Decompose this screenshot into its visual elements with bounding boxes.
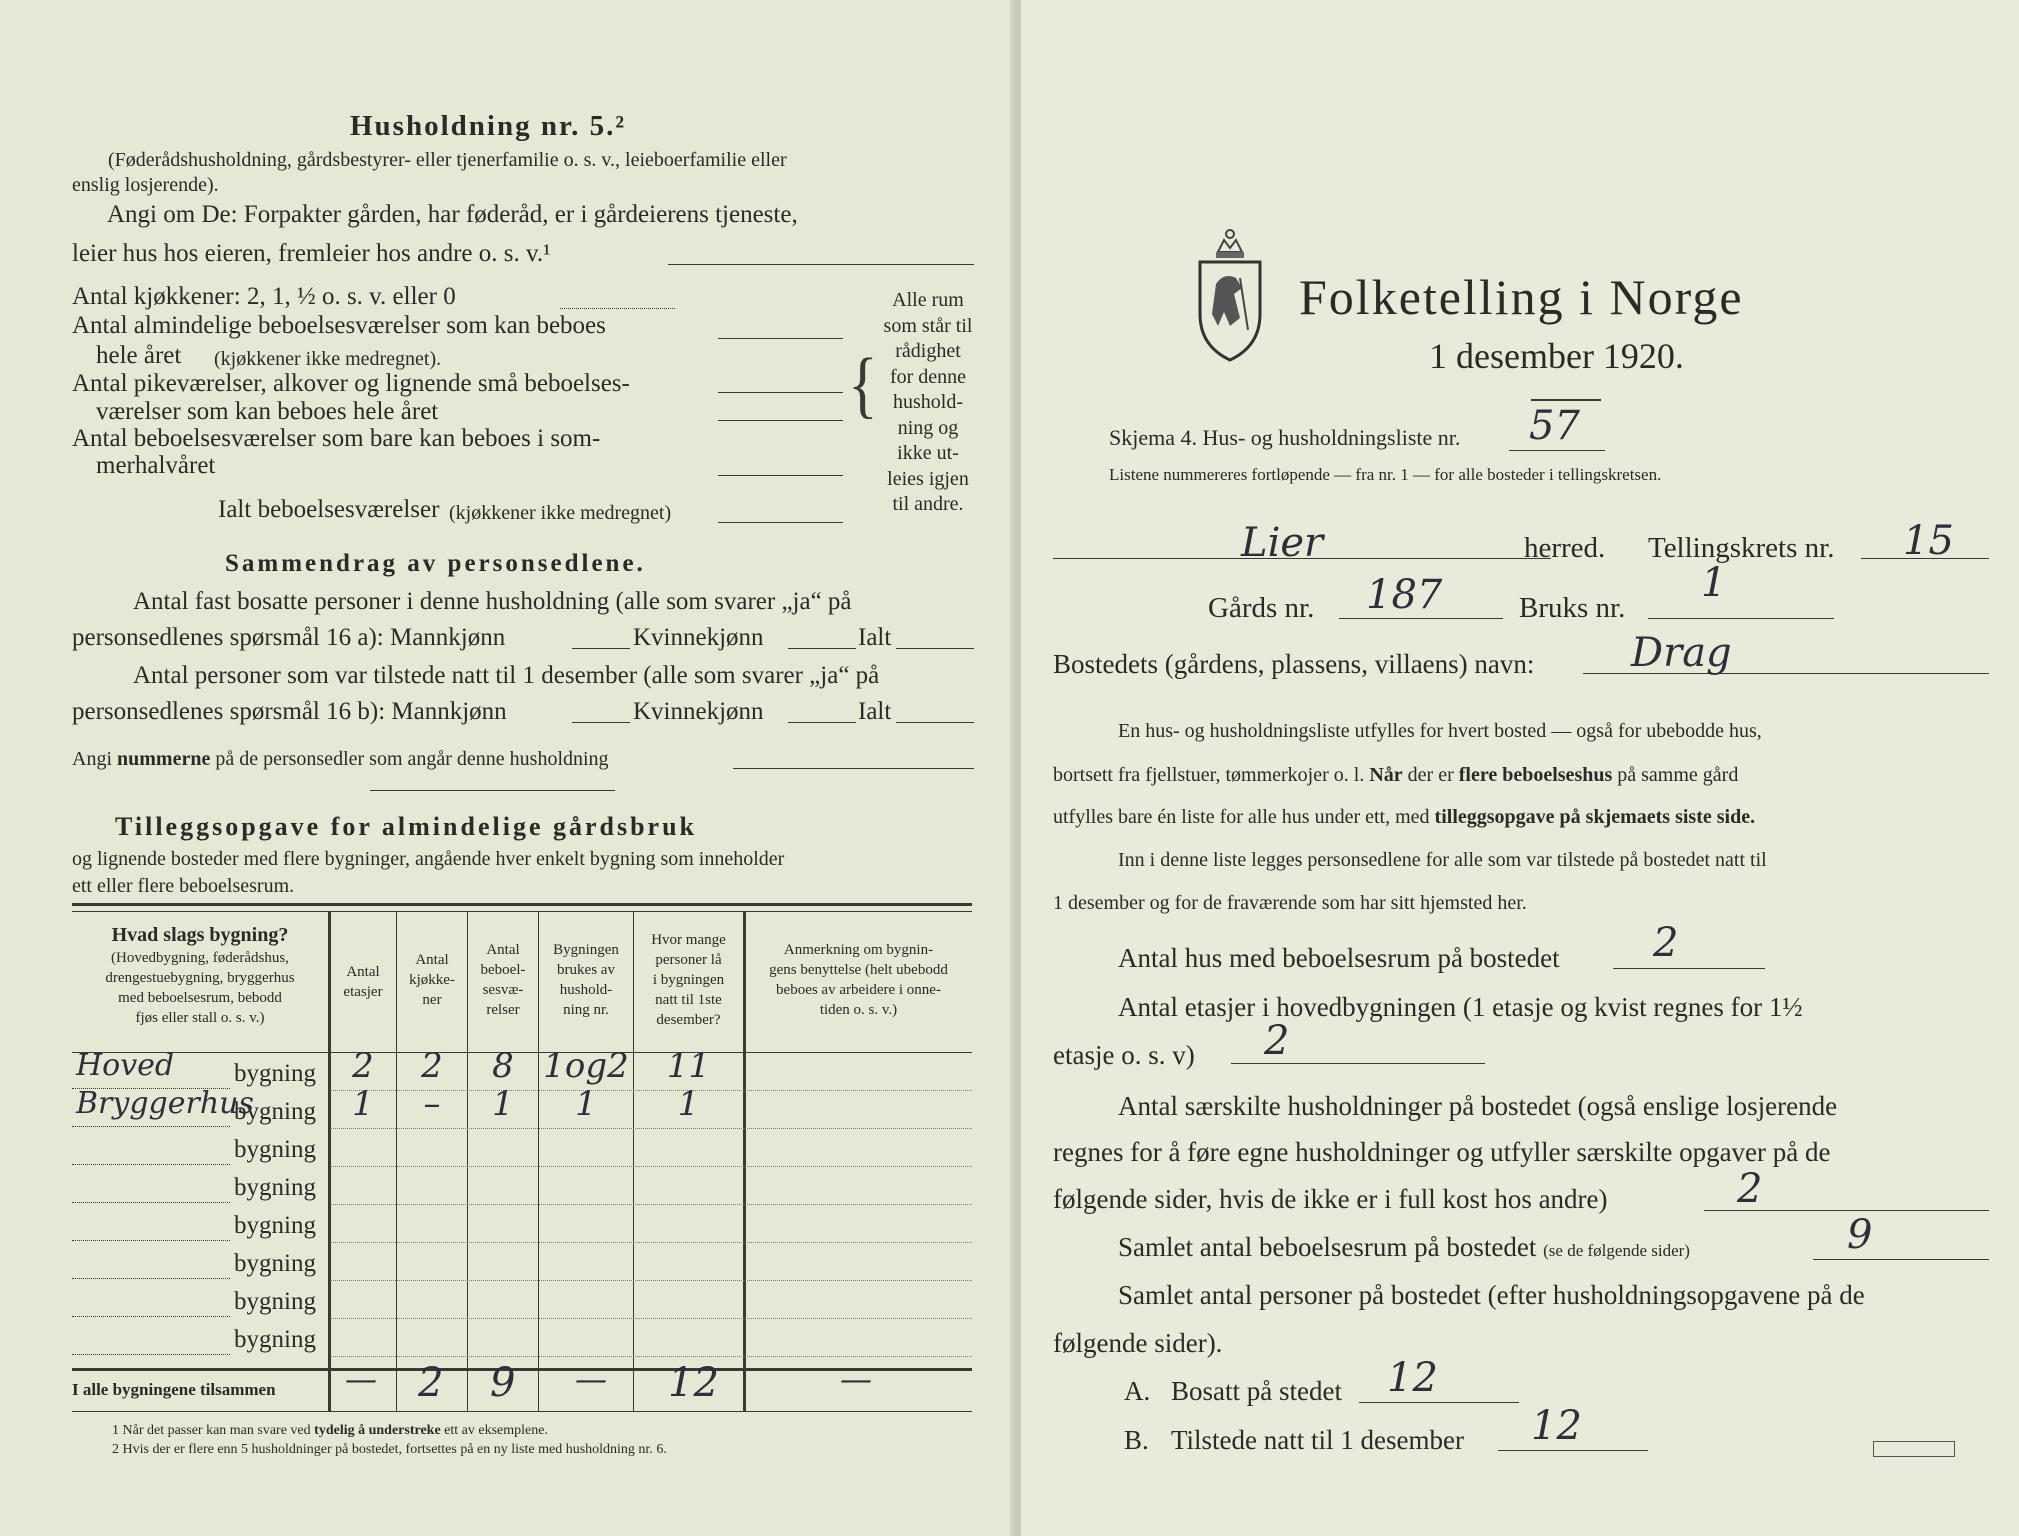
side-note [880,288,976,518]
row-label: bygning [234,1212,316,1239]
footnote-2-text: Hvis der er flere enn 5 husholdninger på bostedet, fortsettes på en ny liste med husholdning nr. 6. [122,1442,667,1457]
info-2c: der er [1402,764,1459,786]
info-3b: tilleggsopgave på skjemaets siste side. [1434,806,1756,828]
row-label: bygning [234,1250,316,1277]
rooms2-label: Antal pikeværelser, alkover og lignende små beboelses- [72,370,630,397]
rooms3-label: Antal beboelsesværelser som bare kan beboes i som- [72,425,601,452]
rooms-note: (se de følgende sider) [1543,1241,1690,1260]
district-number: 15 [1903,518,1954,564]
schema-number: 57 [1529,403,1580,449]
header-line: ning nr. [563,1002,609,1018]
households-label-2: regnes for å føre egne husholdninger og utfyller særskilte opgaver på de [1053,1137,1831,1167]
side-note-line: ning og [897,416,959,439]
present-value: 12 [1531,1403,1582,1449]
households-value: 2 [1737,1166,1763,1212]
rooms1b-label: hele året [96,342,182,369]
info-2e: på samme gård [1612,764,1739,786]
resident-label: Bosatt på stedet [1171,1376,1342,1406]
supplement-line-2: ett eller flere beboelsesrum. [72,875,295,897]
info-line-5: 1 desember og for de fraværende som har sitt hjemsted her. [1053,892,1527,914]
footnote-1-end: ett av eksemplene. [440,1423,548,1438]
houses-label: Antal hus med beboelsesrum på bostedet [1118,943,1560,973]
brace: { [848,344,878,426]
kitchens-label: Antal kjøkkener: 2, 1, ½ o. s. v. eller 0 [72,283,456,310]
cell-kjokken: – [423,1084,441,1124]
info-line-4: Inn i denne liste legges personsedlene for alle som var tilstede på bostedet natt til [1118,849,1767,871]
household-intro-2: enslig losjerende). [72,174,219,196]
side-note-line: for denne [889,365,967,388]
total-rooms: 9 [490,1360,516,1406]
use-nr-value: 1 [1701,560,1727,606]
row-label: bygning [234,1136,316,1163]
total-row-label: I alle bygningene tilsammen [72,1380,276,1399]
farm-nr-value: 187 [1366,572,1443,618]
footnote-1-bold: tydelig å understreke [314,1423,441,1438]
side-note-line: Alle rum [892,289,964,311]
header-line: kjøkke- [409,972,455,988]
rooms-total-note: (kjøkkener ikke medregnet) [449,502,672,524]
cell-hush: 1 [575,1084,597,1124]
info-3a: utfylles bare én liste for alle hus under ett, med [1053,806,1435,828]
header-line: fjøs eller stall o. s. v.) [135,1010,265,1026]
total-household: — [575,1360,607,1398]
rooms3b-label: merhalvåret [96,452,216,479]
resident-letter: A. [1124,1376,1151,1406]
header-remarks [745,940,972,1020]
footnote-1-text: Når det passer kan man svare ved [122,1423,315,1438]
houses-value: 2 [1653,920,1679,966]
numbers-line [72,748,609,771]
rooms-total-label: Ialt beboelsesværelser [218,496,440,523]
header-line: Antal [415,952,449,968]
header-line: Bygningen [553,942,619,958]
numbers-text-end: på de personsedler som angår denne husholdning [210,748,609,770]
floors-value: 2 [1264,1018,1290,1064]
header-persons [634,930,743,1030]
census-title: Folketelling i Norge [1299,269,1744,325]
residence-label: Bostedets (gårdens, plassens, villaens) navn: [1053,649,1535,679]
footnote-1: 1 Når det passer kan man svare ved tydelig å understreke ett av eksemplene. [112,1423,548,1438]
row-label: bygning [234,1174,316,1201]
header-line: Antal [486,942,520,958]
right-page [1021,0,2019,1536]
schema-label: Skjema 4. Hus- og husholdningsliste nr. [1109,425,1461,450]
female-label-2: Kvinnekjønn [633,698,764,725]
ask-line-1: Angi om De: Forpakter gården, har føderåd, er i gårdeierens tjeneste, [107,201,798,228]
total-label-2: Ialt [858,698,892,725]
farm-nr-label: Gårds nr. [1208,592,1315,624]
resident-value: 12 [1387,1355,1438,1401]
households-label-3: følgende sider, hvis de ikke er i full kost hos andre) [1053,1184,1608,1214]
side-note-line: som står til [883,314,973,337]
floors-label-2: etasje o. s. v) [1053,1040,1195,1070]
row-label: bygning [234,1288,316,1315]
header-building-type [72,922,328,1028]
header-line: i bygningen [652,972,725,988]
footnote-2: 2 Hvis der er flere enn 5 husholdninger på bostedet, fortsettes på en ny liste med husholdning nr. 6. [112,1442,667,1457]
header-line: (Hovedbygning, føderådshus, [111,950,289,966]
persons-label-1: Samlet antal personer på bostedet (efter husholdningsopgavene på de [1118,1280,1865,1310]
header-line: beboel- [480,962,526,978]
building-name: Bryggerhus [76,1086,254,1121]
header-line: Anmerkning om bygnin- [783,942,934,958]
header-rooms [468,940,538,1020]
summary-line-1a: Antal fast bosatte personer i denne husholdning (alle som svarer „ja“ på [133,588,852,615]
rooms-label [1118,1232,1690,1263]
header-building-type-title: Hvad slags bygning? [111,924,289,946]
herred-label: herred. [1524,532,1606,564]
header-line: drengestuebygning, bryggerhus [105,970,295,986]
header-kitchens [397,950,467,1010]
building-name: Hoved [76,1048,175,1083]
total-floors: — [345,1360,377,1398]
header-line: ner [422,992,442,1008]
row-label: bygning [234,1098,316,1125]
side-note-line: til andre. [892,493,964,515]
header-floors [330,962,396,1002]
info-line-3 [1053,806,1755,829]
header-line: hushold- [559,982,613,998]
numbers-bold: nummerne [117,748,211,770]
rooms2b-label: værelser som kan beboes hele året [96,398,439,425]
header-line: sesvæ- [482,982,524,998]
cell-pers: 1 [677,1084,700,1124]
total-label-1: Ialt [858,624,892,651]
numbering-note: Listene nummereres fortløpende — fra nr. 1 — for alle bosteder i tellingskretsen. [1109,465,1662,484]
summary-line-2b: personsedlenes spørsmål 16 b): Mannkjønn [72,698,507,725]
rooms1-label: Antal almindelige beboelsesværelser som kan beboes [72,312,606,339]
printer-stamp [1873,1441,1955,1457]
total-kitchens: 2 [418,1360,444,1406]
cell-kjokken: 2 [421,1046,443,1086]
info-line-1: En hus- og husholdningsliste utfylles for hvert bosted — også for ubebodde hus, [1118,720,1762,742]
summary-line-2a: Antal personer som var tilstede natt til 1 desember (alle som svarer „ja“ på [133,662,880,689]
header-line: tiden o. s. v.) [819,1002,898,1018]
side-note-line: rådighet [895,340,961,362]
household-title: Husholdning nr. 5.² [350,110,627,142]
persons-label-2: følgende sider). [1053,1328,1223,1358]
header-line: relser [486,1002,520,1018]
cell-etasjer: 1 [352,1084,374,1124]
info-2d: flere beboelseshus [1458,764,1613,786]
coat-of-arms-icon [1194,222,1266,364]
rooms-value: 9 [1847,1212,1873,1258]
row-label: bygning [234,1060,316,1087]
info-line-2 [1053,764,1738,787]
present-label: Tilstede natt til 1 desember [1171,1425,1464,1455]
info-2a: bortsett fra fjellstuer, tømmerkojer o. l. [1053,764,1370,786]
cell-rum: 1 [492,1084,514,1124]
ask-line-2: leier hus hos eieren, fremleier hos andre o. s. v.¹ [72,240,551,267]
supplement-title: Tilleggsopgave for almindelige gårdsbruk [115,812,698,841]
header-line: Antal [346,964,380,980]
summary-title: Sammendrag av personsedlene. [225,550,646,577]
cell-hush: 1og2 [543,1046,629,1086]
households-label-1: Antal særskilte husholdninger på bostedet (også enslige losjerende [1118,1091,1838,1121]
side-note-line: leies igjen [887,467,969,490]
header-line: brukes av [557,962,615,978]
household-intro-1: (Føderådshusholdning, gårdsbestyrer- eller tjenerfamilie o. s. v., leieboerfamilie eller [108,149,787,171]
summary-line-1b: personsedlenes spørsmål 16 a): Mannkjønn [72,624,506,651]
census-date: 1 desember 1920. [1429,336,1684,376]
header-line: natt til 1ste [655,992,722,1008]
total-remarks: — [840,1360,872,1398]
cell-rum: 8 [492,1046,514,1086]
cell-etasjer: 2 [352,1046,374,1086]
total-persons: 12 [668,1360,719,1406]
info-2b: Når [1369,764,1403,786]
header-line: beboes av arbeidere i onne- [776,982,941,998]
row-label: bygning [234,1326,316,1353]
header-line: personer lå [655,952,722,968]
floors-label-1: Antal etasjer i hovedbygningen (1 etasje og kvist regnes for 1½ [1118,992,1803,1022]
header-line: etasjer [343,984,383,1000]
header-line: gens benyttelse (helt ubebodd [769,962,948,978]
header-line: Hvor mange [651,932,726,948]
herred-value: Lier [1241,520,1324,566]
header-household-nr [539,940,633,1020]
use-nr-label: Bruks nr. [1519,592,1626,624]
side-note-line: ikke ut- [897,442,959,464]
side-note-line: hushold- [893,391,963,413]
header-line: desember? [656,1012,721,1028]
supplement-line-1: og lignende bosteder med flere bygninger, angående hver enkelt bygning som inneholder [72,848,785,870]
female-label-1: Kvinnekjønn [633,624,764,651]
rooms1c-label: (kjøkkener ikke medregnet). [214,348,442,370]
residence-value: Drag [1631,630,1732,676]
header-line: med beboelsesrum, bebodd [118,990,282,1006]
cell-pers: 11 [666,1046,711,1086]
district-label: Tellingskrets nr. [1648,532,1835,564]
numbers-text: Angi [72,748,117,770]
rooms-text: Samlet antal beboelsesrum på bostedet [1118,1232,1537,1262]
present-letter: B. [1124,1425,1149,1455]
